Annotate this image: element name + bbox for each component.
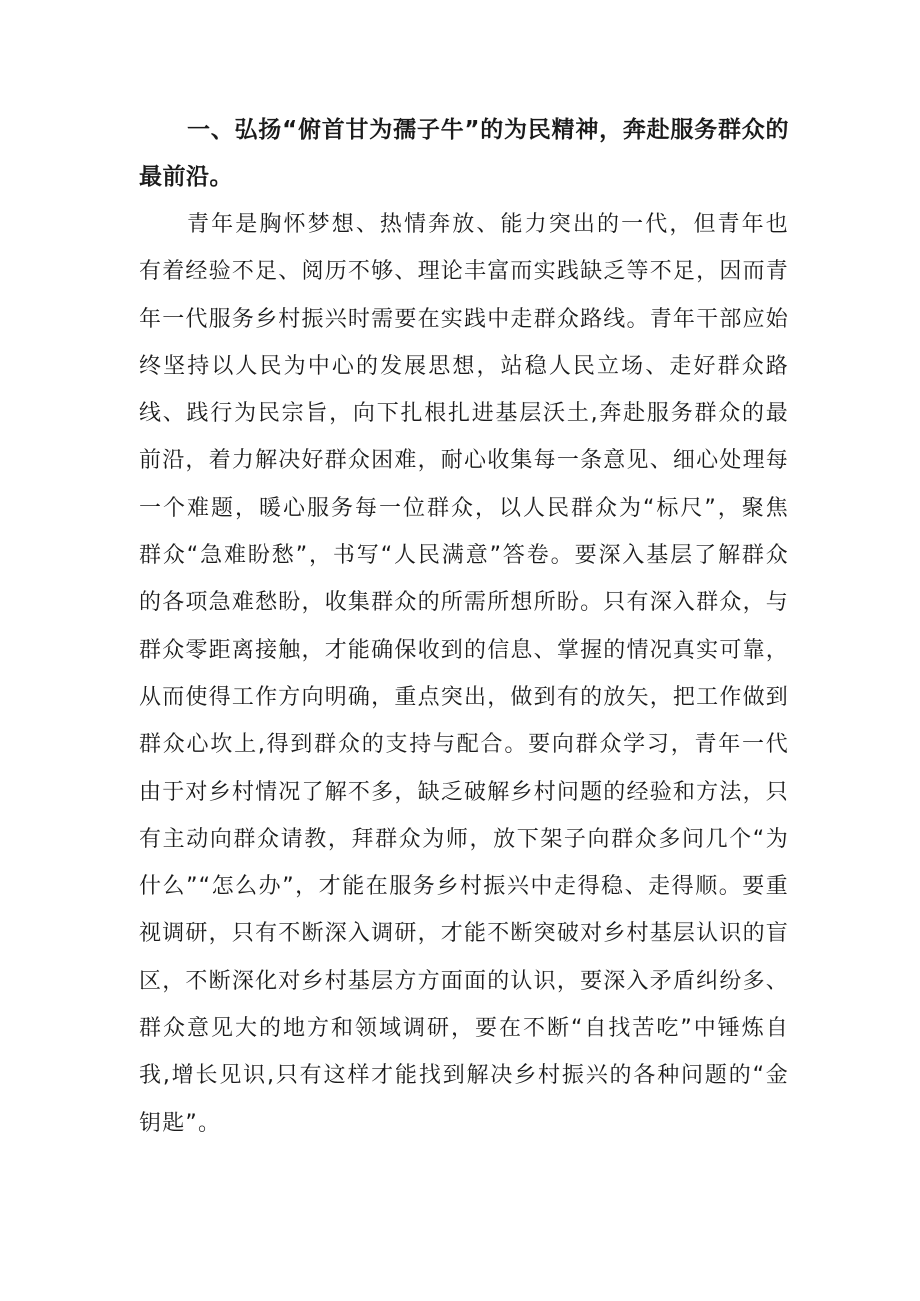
section-heading: 一、弘扬“俯首甘为孺子牛”的为民精神，奔赴服务群众的最前沿。 [139,117,789,190]
body-paragraph: 青年是胸怀梦想、热情奔放、能力突出的一代，但青年也有着经验不足、阅历不够、理论丰富而实践缺乏等不足，因而青年一代服务乡村振兴时需要在实践中走群众路线。青年干部应始终坚持以人民为中心的发展思想，站稳人民立场、走好群众路线、践行为民宗旨，向下扎根扎进基层沃土,奔赴服务群众的最前沿，着力解决好群众困难，耐心收集每一条意见、细心处理每一个难题，暖心服务每一位群众，以人民群众为“标尺”，聚焦群众“急难盼愁”，书写“人民满意”答卷。要深入基层了解群众的各项急难愁盼，收集群众的所需所想所盼。只有深入群众，与群众零距离接触，才能确保收到的信息、掌握的情况真实可靠，从而使得工作方向明确，重点突出，做到有的放矢，把工作做到群众心坎上,得到群众的支持与配合。要向群众学习，青年一代由于对乡村情况了解不多，缺乏破解乡村问题的经验和方法，只有主动向群众请教，拜群众为师，放下架子向群众多问几个“为什么”“怎么办”，才能在服务乡村振兴中走得稳、走得顺。要重视调研，只有不断深入调研，才能不断突破对乡村基层认识的盲区，不断深化对乡村基层方方面面的认识，要深入矛盾纠纷多、群众意见大的地方和领域调研，要在不断“自找苦吃”中锤炼自我,增长见识,只有这样才能找到解决乡村振兴的各种问题的“金钥匙”。 [139,212,789,1136]
document-content [139,107,789,1147]
